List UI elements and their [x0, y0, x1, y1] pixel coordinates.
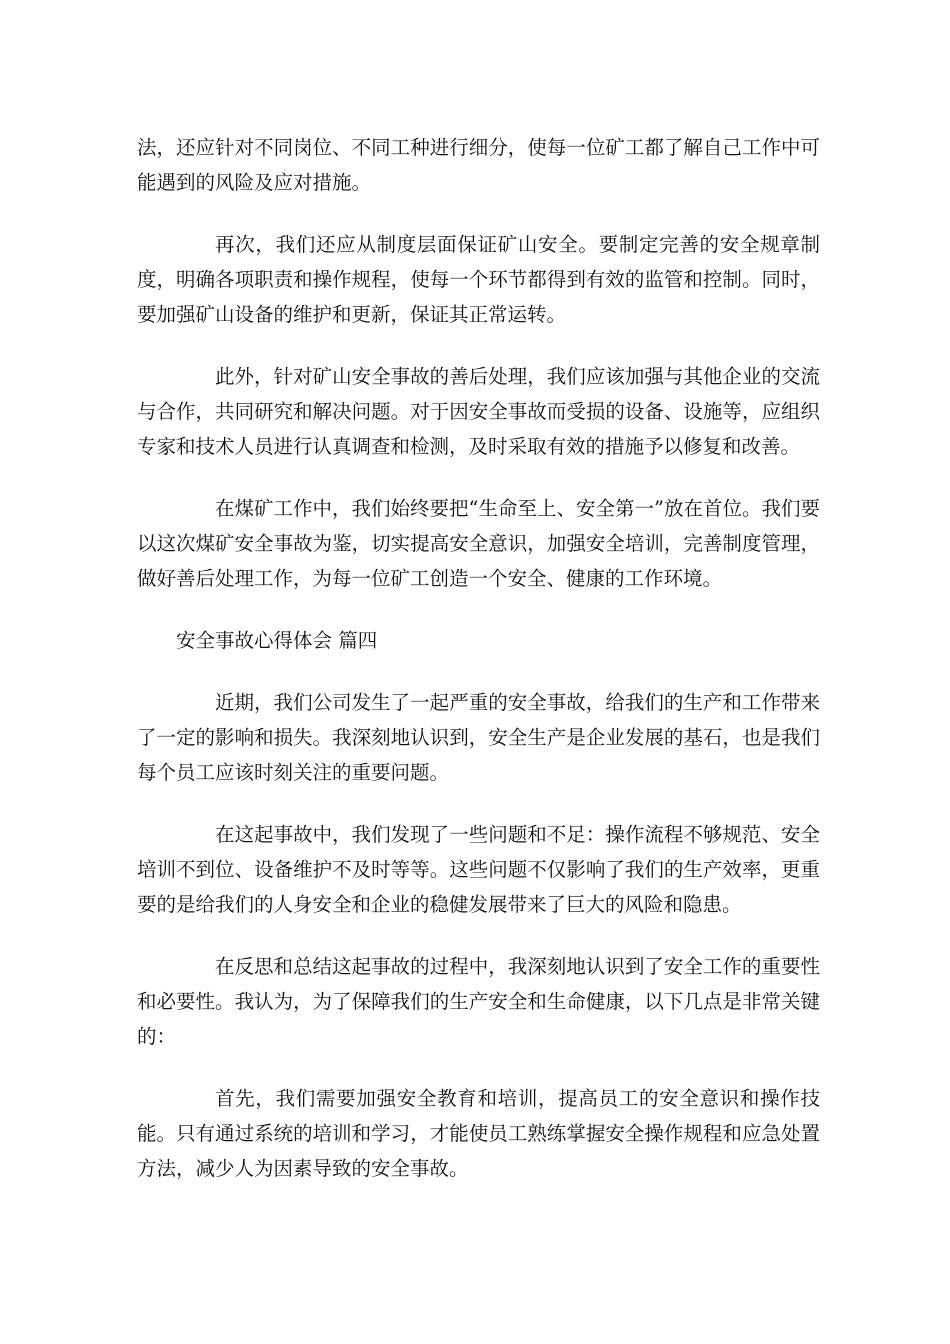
paragraph: 首先，我们需要加强安全教育和培训，提高员工的安全意识和操作技能。只有通过系统的培训和学习，才能使员工熟练掌握安全操作规程和应急处置方法，减少人为因素导致的安全事故。 — [137, 1087, 820, 1180]
document-body — [137, 130, 820, 1213]
paragraph: 再次，我们还应从制度层面保证矿山安全。要制定完善的安全规章制度，明确各项职责和操作规程，使每一个环节都得到有效的监管和控制。同时，要加强矿山设备的维护和更新，保证其正常运转。 — [137, 233, 820, 326]
paragraph-continuation: 法，还应针对不同岗位、不同工种进行细分，使每一位矿工都了解自己工作中可能遇到的风险及应对措施。 — [137, 136, 820, 194]
paragraph: 在反思和总结这起事故的过程中，我深刻地认识到了安全工作的重要性和必要性。我认为，为了保障我们的生产安全和生命健康，以下几点是非常关键的： — [137, 955, 820, 1048]
paragraph: 在煤矿工作中，我们始终要把“生命至上、安全第一”放在首位。我们要以这次煤矿安全事故为鉴，切实提高安全意识，加强安全培训，完善制度管理，做好善后处理工作，为每一位矿工创造一个安全、健康的工作环境。 — [137, 497, 820, 590]
paragraph: 在这起事故中，我们发现了一些问题和不足：操作流程不够规范、安全培训不到位、设备维护不及时等等。这些问题不仅影响了我们的生产效率，更重要的是给我们的人身安全和企业的稳健发展带来了巨大的风险和隐患。 — [137, 823, 820, 916]
paragraph: 此外，针对矿山安全事故的善后处理，我们应该加强与其他企业的交流与合作，共同研究和解决问题。对于因安全事故而受损的设备、设施等，应组织专家和技术人员进行认真调查和检测，及时采取有效的措施予以修复和改善。 — [137, 365, 820, 458]
paragraph: 近期，我们公司发生了一起严重的安全事故，给我们的生产和工作带来了一定的影响和损失。我深刻地认识到，安全生产是企业发展的基石，也是我们每个员工应该时刻关注的重要问题。 — [137, 691, 820, 784]
section-heading: 安全事故心得体会 篇四 — [176, 629, 378, 652]
